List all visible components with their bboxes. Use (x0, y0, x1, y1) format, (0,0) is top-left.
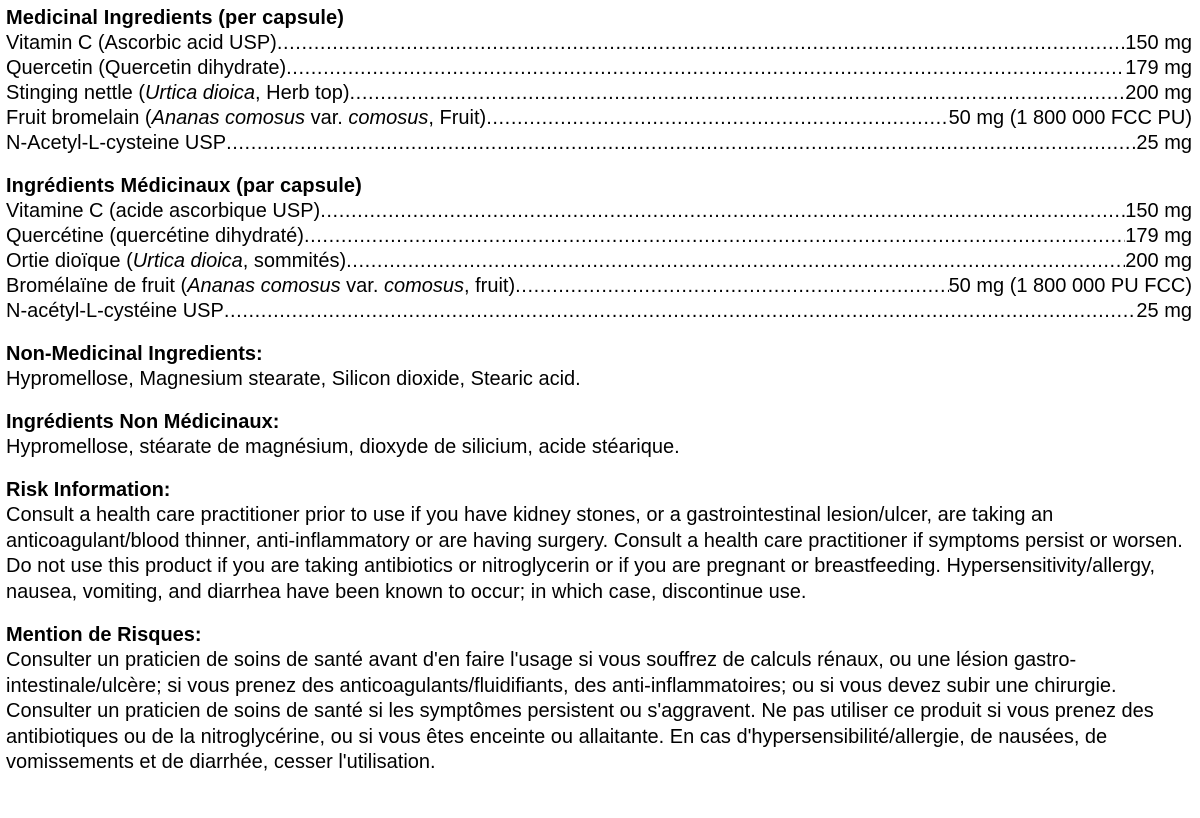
ingredient-amount: 25 mg (1136, 300, 1192, 322)
list-item (6, 274, 1192, 299)
list-item (6, 199, 1192, 224)
leader-dots (286, 56, 1125, 81)
leader-dots (224, 299, 1137, 324)
list-item (6, 224, 1192, 249)
ingredient-amount: 50 mg (1 800 000 PU FCC) (948, 275, 1192, 297)
spacer (6, 605, 1192, 623)
list-item (6, 81, 1192, 106)
risk-information-fr-heading: Mention de Risques: (6, 624, 202, 646)
non-medicinal-fr-text: Hypromellose, stéarate de magnésium, dioxyde de silicium, acide stéarique. (6, 436, 680, 458)
risk-information-en-heading: Risk Information: (6, 479, 171, 501)
spacer (6, 156, 1192, 174)
leader-dots (515, 274, 948, 299)
spacer (6, 392, 1192, 410)
leader-dots (304, 224, 1125, 249)
leader-dots (226, 131, 1136, 156)
ingredient-name: Vitamine C (acide ascorbique USP) (6, 200, 321, 222)
ingredient-name: N-acétyl-L-cystéine USP (6, 300, 224, 322)
non-medicinal-en-heading: Non-Medicinal Ingredients: (6, 343, 263, 365)
leader-dots (320, 199, 1125, 224)
medicinal-ingredients-en-list (6, 31, 1192, 156)
ingredient-name: Vitamin C (Ascorbic acid USP) (6, 32, 277, 54)
leader-dots (350, 81, 1126, 106)
ingredient-amount: 50 mg (1 800 000 FCC PU) (948, 107, 1192, 129)
leader-dots (346, 249, 1125, 274)
list-item (6, 56, 1192, 81)
ingredient-amount: 150 mg (1125, 200, 1192, 222)
ingredient-name: Fruit bromelain (Ananas comosus var. comosus, Fruit) (6, 107, 487, 129)
ingredient-name: Quercétine (quercétine dihydraté) (6, 225, 304, 247)
medicinal-ingredients-fr-list (6, 199, 1192, 324)
ingredient-amount: 25 mg (1136, 132, 1192, 154)
ingredient-amount: 150 mg (1125, 32, 1192, 54)
ingredient-amount: 200 mg (1125, 250, 1192, 272)
list-item (6, 249, 1192, 274)
non-medicinal-en-text: Hypromellose, Magnesium stearate, Silicon dioxide, Stearic acid. (6, 368, 581, 390)
ingredient-name: Stinging nettle (Urtica dioica, Herb top) (6, 82, 350, 104)
ingredient-name: Quercetin (Quercetin dihydrate) (6, 57, 287, 79)
medicinal-ingredients-en-heading: Medicinal Ingredients (per capsule) (6, 7, 345, 29)
ingredient-name: Bromélaïne de fruit (Ananas comosus var. comosus, fruit) (6, 275, 516, 297)
risk-information-en-text: Consult a health care practitioner prior to use if you have kidney stones, or a gastrointestinal lesion/ulcer, are taking an anticoagulant/blood thinner, anti-inflammatory or are having surgery. Consult a health care practitioner if symptoms persist or worsen. Do not use this product if you are taking antibiotics or nitroglycerin or if you are pregnant or breastfeeding. Hypersensitivity/allergy, nausea, vomiting, and diarrhea have been known to occur; in which case, discontinue use. (6, 504, 1183, 603)
ingredient-name: N-Acetyl-L-cysteine USP (6, 132, 227, 154)
list-item (6, 299, 1192, 324)
medicinal-ingredients-fr-heading: Ingrédients Médicinaux (par capsule) (6, 175, 362, 197)
ingredient-amount: 179 mg (1125, 225, 1192, 247)
list-item (6, 131, 1192, 156)
spacer (6, 460, 1192, 478)
non-medicinal-fr-heading: Ingrédients Non Médicinaux: (6, 411, 280, 433)
ingredient-amount: 200 mg (1125, 82, 1192, 104)
list-item (6, 106, 1192, 131)
ingredient-amount: 179 mg (1125, 57, 1192, 79)
risk-information-fr-text: Consulter un praticien de soins de santé avant d'en faire l'usage si vous souffrez de calculs rénaux, ou une lésion gastro-intestinale/ulcère; si vous prenez des anticoagulants/fluidifiants, des anti-inflammatoires; ou si vous devez subir une chirurgie. Consulter un praticien de soins de santé si les symptômes persistent ou s'aggravent. Ne pas utiliser ce produit si vous prenez des antibiotiques ou de la nitroglycérine, ou si vous êtes enceinte ou allaitante. En cas d'hypersensibilité/allergie, de nausées, de vomissements et de diarrhée, cesser l'utilisation. (6, 649, 1154, 773)
list-item (6, 31, 1192, 56)
leader-dots (486, 106, 948, 131)
ingredient-name: Ortie dioïque (Urtica dioica, sommités) (6, 250, 347, 272)
spacer (6, 324, 1192, 342)
leader-dots (277, 31, 1125, 56)
